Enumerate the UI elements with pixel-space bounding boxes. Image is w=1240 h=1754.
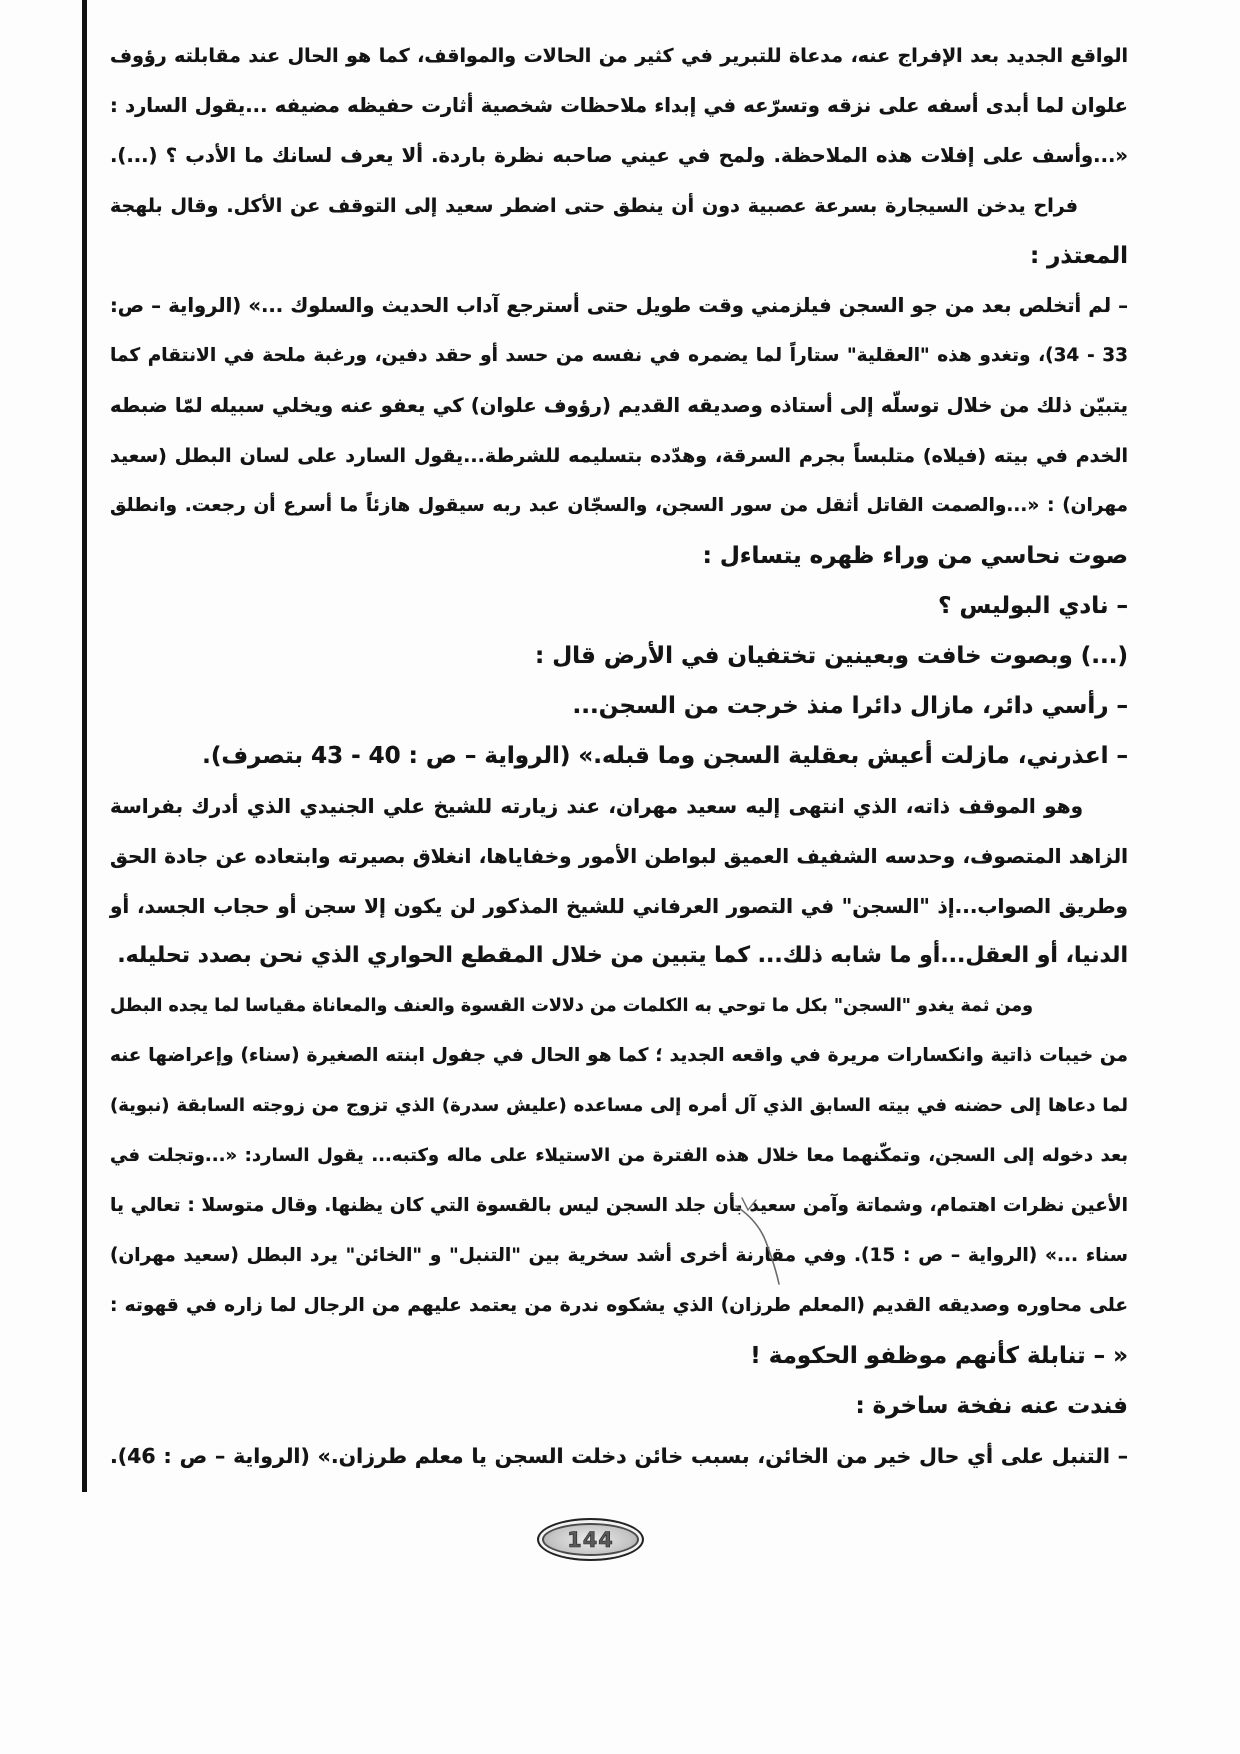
- text-line: بعد دخوله إلى السجن، وتمكّنهما معا خلال هذه الفترة من الاستيلاء على ماله وكتبه... يقول السارد: «...وتجلت في: [110, 1145, 1128, 1166]
- text-line: من خيبات ذاتية وانكسارات مريرة في واقعه الجديد ؛ كما هو الحال في جفول ابنته الصغيرة (سناء) وإعراضها عنه: [110, 1045, 1128, 1066]
- text-line: الأعين نظرات اهتمام، وشماتة وآمن سعيد بأن جلد السجن ليس بالقسوة التي كان يظنها. وقال متوسلا : تعالي يا: [110, 1195, 1128, 1216]
- page-number-badge: [537, 1518, 644, 1561]
- text-line: المعتذر :: [1029, 243, 1128, 269]
- text-line: علوان لما أبدى أسفه على نزقه وتسرّعه في إبداء ملاحظات شخصية أثارت حفيظه مضيفه ...يقول السارد :: [110, 94, 1128, 117]
- paragraph-start-line: ومن ثمة يغدو "السجن" بكل ما توحي به الكلمات من دلالات القسوة والعنف والمعاناة مقياسا لما يجده البطل: [110, 996, 1033, 1016]
- text-line: الخدم في بيته (فيلاه) متلبساً بجرم السرقة، وهدّده بتسليمه للشرطة...يقول السارد على لسان البطل (سعيد: [110, 445, 1128, 467]
- text-line: الدنيا، أو العقل...أو ما شابه ذلك... كما يتبين من خلال المقطع الحواري الذي نحن بصدد تحليله.: [117, 943, 1128, 968]
- dialogue-line: – نادي البوليس ؟: [938, 593, 1128, 619]
- text-line: يتبيّن ذلك من خلال توسلّه إلى أستاذه وصديقه القديم (رؤوف علوان) كي يعفو عنه ويخلي سبيله لمّا ضبطه: [110, 394, 1128, 417]
- text-line: لما دعاها إلى حضنه في بيته السابق الذي آل أمره إلى مساعده (عليش سدرة) الذي تزوج من زوجته السابقة (نبوية): [110, 1095, 1128, 1116]
- text-line: «...وأسف على إفلات هذه الملاحظة. ولمح في عيني صاحبه نظرة باردة. ألا يعرف لسانك ما الأدب ؟ (...).: [110, 144, 1128, 167]
- text-line: صوت نحاسي من وراء ظهره يتساءل :: [702, 543, 1128, 569]
- text-line: 33 - 34)، وتغدو هذه "العقلية" ستاراً لما يضمره في نفسه من حسد أو حقد دفين، ورغبة ملحة في الانتقام كما: [110, 345, 1129, 366]
- text-line: مهران) : «...والصمت القاتل أثقل من سور السجن، والسجّان عبد ربه سيقول هازئاً ما أسرع أن رجعت. وانطلق: [110, 495, 1128, 516]
- dialogue-line: – التنبل على أي حال خير من الخائن، بسبب خائن دخلت السجن يا معلم طرزان.» (الرواية – ص : 46).: [110, 1444, 1128, 1468]
- dialogue-line: – رأسي دائر، مازال دائرا منذ خرجت من السجن...: [572, 693, 1128, 719]
- page-number: 144: [567, 1527, 614, 1552]
- dialogue-line: – لم أتخلص بعد من جو السجن فيلزمني وقت طويل حتى أسترجع آداب الحديث والسلوك ...» (الرواية – ص:: [110, 294, 1128, 317]
- text-line: (...) وبصوت خافت وبعينين تختفيان في الأرض قال :: [534, 643, 1128, 669]
- text-line: فندت عنه نفخة ساخرة :: [855, 1393, 1128, 1419]
- text-line: سناء ...» (الرواية – ص : 15). وفي مقارنة أخرى أشد سخرية بين "التنبل" و "الخائن" يرد البطل (سعيد مهران): [110, 1245, 1128, 1266]
- text-line: الواقع الجديد بعد الإفراج عنه، مدعاة للتبرير في كثير من الحالات والمواقف، كما هو الحال عند مقابلته رؤوف: [110, 45, 1128, 67]
- dialogue-line: « – تنابلة كأنهم موظفو الحكومة !: [750, 1343, 1128, 1369]
- dialogue-line: – اعذرني، مازلت أعيش بعقلية السجن وما قبله.» (الرواية – ص : 40 - 43 بتصرف).: [202, 743, 1128, 769]
- text-line: وطريق الصواب...إذ "السجن" في التصور العرفاني للشيخ المذكور لن يكون إلا سجن أو حجاب الجسد، أو: [110, 894, 1128, 918]
- text-line: الزاهد المتصوف، وحدسه الشفيف العميق لبواطن الأمور وخفاياها، انغلاق بصيرته وابتعاده عن جادة الحق: [110, 844, 1128, 868]
- text-block: [110, 31, 1128, 1481]
- paragraph-start-line: فراح يدخن السيجارة بسرعة عصبية دون أن ينطق حتى اضطر سعيد إلى التوقف عن الأكل. وقال بلهجة: [110, 195, 1078, 217]
- text-line: على محاوره وصديقه القديم (المعلم طرزان) الذي يشكوه ندرة من يعتمد عليهم من الرجال لما زاره في قهوته :: [110, 1295, 1128, 1316]
- paragraph-start-line: وهو الموقف ذاته، الذي انتهى إليه سعيد مهران، عند زيارته للشيخ علي الجنيدي الذي أدرك بفراسة: [110, 794, 1083, 818]
- page-edge-line: [82, 0, 87, 1492]
